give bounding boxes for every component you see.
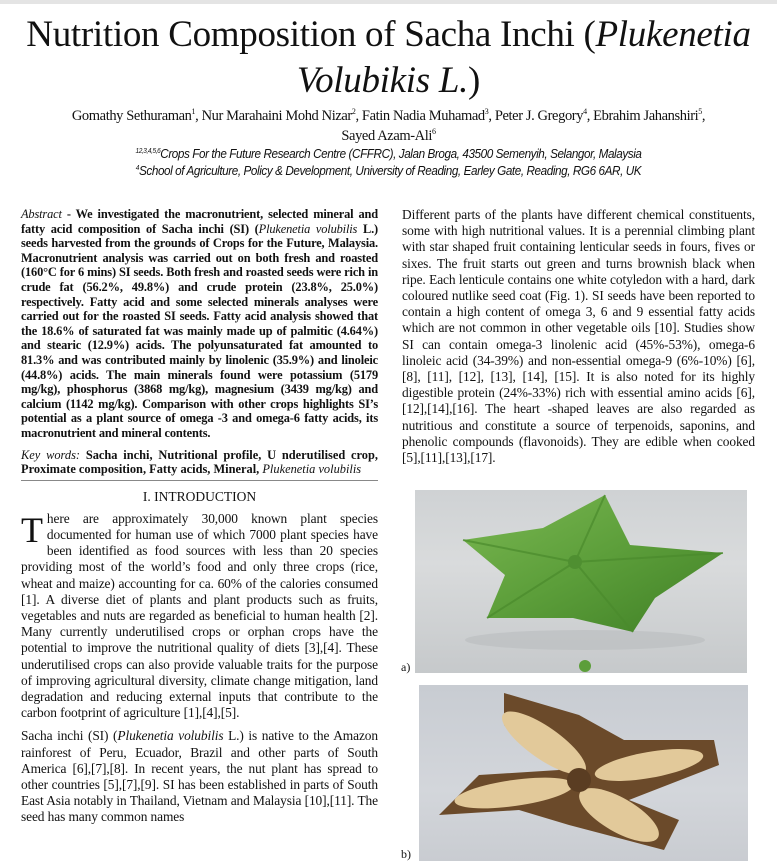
title-italic-species: Volubikis L.: [296, 60, 469, 101]
intro-paragraph: Sacha inchi (SI) (Plukenetia volubilis L.) is native to the Amazon rainforest of Peru, Ecuador, Brazil and other parts of South America [6],[7],[8]. In recent years, the nut plant has spread to other countries [5],[7],[9]. SI has been established in parts of South East Asia notably in Thailand, Vietnam and Malaysia [10],[11]. The seed has many common names: [21, 728, 378, 825]
title-text: Nutrition Composition of Sacha Inchi (: [26, 14, 596, 55]
affiliation: $^4$School of Agriculture, Policy & Development, University of Reading, Earley Gate, Reading, RG6 6AR, UK: [135, 164, 642, 178]
paper-title: [0, 12, 777, 104]
title-italic-genus: Plukenetia: [595, 14, 751, 55]
author: Ebrahim Jahanshiri$^5$,: [593, 107, 706, 124]
page-top-border: [0, 0, 777, 4]
keywords: Key words: Sacha inchi, Nutritional profile, U nderutilised crop, Proximate composition, Fatty acids, Mineral, Plukenetia volubilis: [21, 448, 378, 481]
figure-b-seed-pod-photo: [419, 685, 748, 861]
author: Nur Marahaini Mohd Nizar$^2$,: [201, 107, 362, 124]
figure-b-label: b): [401, 847, 411, 861]
affiliation: $^{12,3,4,5,6}$Crops For the Future Research Centre (CFFRC), Jalan Broga, 43500 Semenyih, Selangor, Malaysia: [135, 147, 642, 161]
body-paragraph: Different parts of the plants have different chemical constituents, some with high nutritional values. It is a perennial climbing plant with star shaped fruit containing lenticular seeds in fours, fives or sixes. The fruit starts out green and turns brownish black when ripe. Each lenticule contains one white cotyledon with a hard, dark coloured nutlike seed coat (Fig. 1). SI seeds have been reported to contain a high content of omega 3, 6 and 9 essential fatty acids which are not common in other vegetable oils [10]. Studies show SI can contain omega-3 linolenic acid (45%-53%), omega-6 linoleic acid (34-39%) and non-essential omega-9 (6%-10%) [6], [8], [11], [12], [13], [14], [15]. It is also noted for its highly digestible protein (24%-33%) rich with essential amino acids [6],[12],[14],[16]. The heart -shaped leaves are also regarded as nutritious and constitute a source of terpenoids, saponins, and phenolic compounds (flavonoids). They are edible when cooked [5],[11],[13],[17].: [402, 207, 755, 466]
author: Peter J. Gregory$^4$,: [494, 107, 594, 124]
keywords-label: Key words:: [21, 447, 81, 462]
abstract-label: Abstract: [21, 207, 62, 221]
author: Fatin Nadia Muhamad$^3$,: [361, 107, 495, 124]
author-list: [0, 106, 777, 146]
abstract: Abstract - We investigated the macronutrient, selected mineral and fatty acid composition of Sacha inchi (SI) (Plukenetia volubilis L.) seeds harvested from the grounds of Crops for the Future, Malaysia. Macronutrient analysis was carried out on both fresh and roasted (160°C for 6 mins) SI seeds. Both fresh and roasted seeds were rich in crude fat (56.2%, 49.8%) and crude protein (23.8%, 25.0%) respectively. Fatty acid and some selected minerals analyses were carried out for the roasted SI seeds. Fatty acid analysis showed that the 18.6% of saturated fat was mainly made up of palmitic (4.64%) and stearic (12.9%) acids. The polyunsaturated fat amounted to 81.3% and was contributed mainly by linolenic (35.9%) and linoleic (44.8%) acids. The main minerals found were potassium (5179 mg/kg), phosphorus (3868 mg/kg), magnesium (3439 mg/kg) and calcium (1142 mg/kg). Comparison with other crops highlights SI’s potential as a plant source of omega -3 and omega-6 fatty acids, its macronutrient and mineral contents.: [21, 207, 378, 440]
affiliations: [27, 146, 750, 180]
right-column: [402, 207, 755, 466]
author: Sayed Azam-Ali$^6$: [341, 127, 436, 144]
figure-a-fruit-photo: [415, 490, 747, 673]
drop-cap: T: [21, 509, 43, 550]
intro-paragraph: There are approximately 30,000 known plant species documented for human use of which 7000 plant species have been identified as food sources with less than 20 species providing most of the world’s food and only three crops (rice, wheat and maize) accounting for ca. 60% of the calories consumed [1]. A diverse diet of plants and plant products such as fruits, vegetables and nuts are regarded as beneficial to human health [2]. Many currently underutilised crops or orphan crops have the potential to improve the nutritional quality of diets [3],[4]. These underutilised crops can also provide valuable traits for the purpose of improving agricultural diversity, climate change mitigation, land degradation and reducing external inputs that contribute to the carbon footprint of agriculture [1],[4],[5].: [21, 509, 378, 721]
figure-a-label: a): [401, 660, 411, 674]
left-column: [21, 207, 378, 826]
author: Gomathy Sethuraman$^1$,: [71, 107, 202, 124]
section-heading-introduction: I. INTRODUCTION: [142, 488, 257, 504]
title-close-paren: ): [468, 60, 481, 101]
